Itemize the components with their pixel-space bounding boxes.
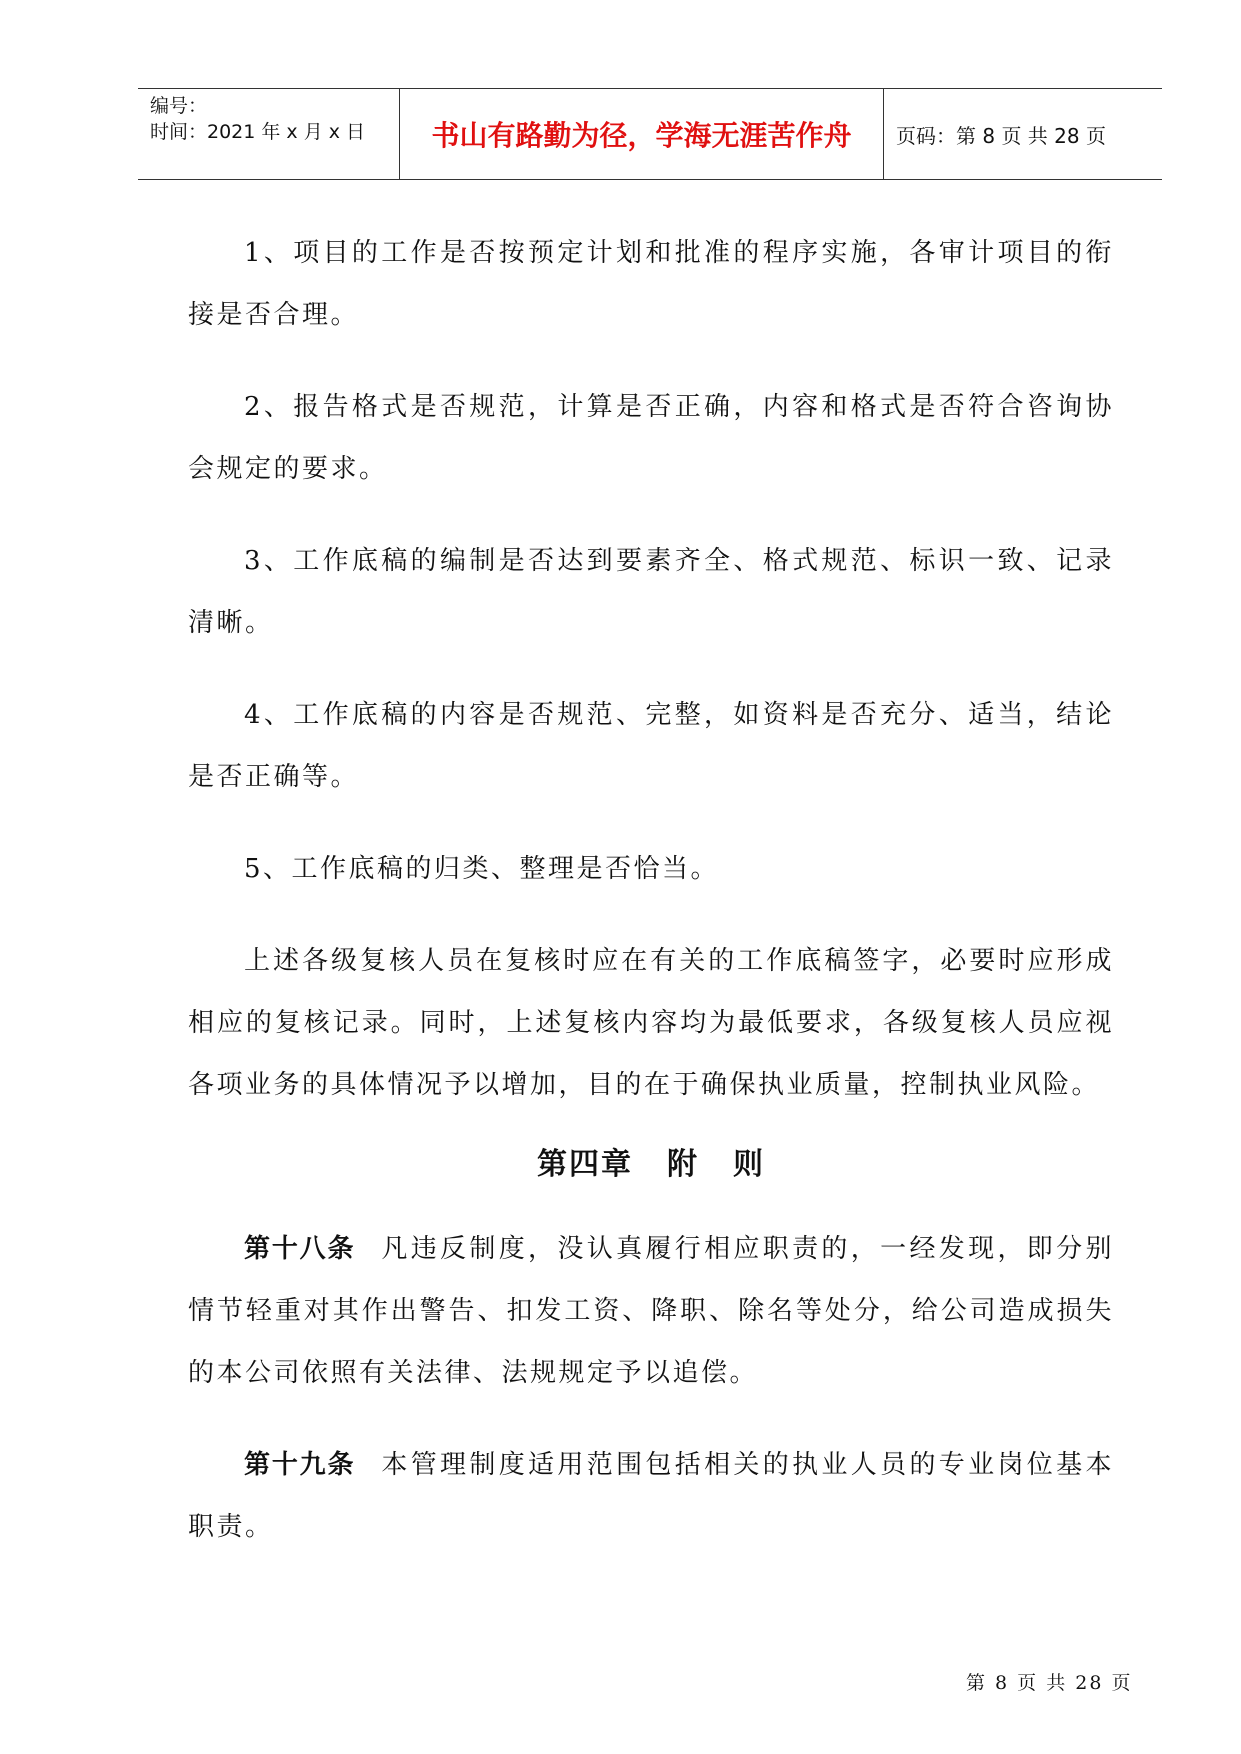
header-meta	[138, 89, 400, 179]
paragraph-review-item-1: 1、项目的工作是否按预定计划和批准的程序实施，各审计项目的衔接是否合理。	[188, 238, 1114, 330]
article-19-text: 本管理制度适用范围包括相关的执业人员的专业岗位基本职责。	[188, 1450, 1114, 1542]
paragraph-review-item-2: 2、报告格式是否规范，计算是否正确，内容和格式是否符合咨询协会规定的要求。	[188, 392, 1114, 484]
chapter-heading	[188, 1140, 1114, 1190]
article-18	[188, 1218, 1114, 1404]
document-body	[188, 222, 1114, 1588]
page-header	[138, 88, 1162, 180]
article-19	[188, 1434, 1114, 1558]
page-footer: 第 8 页 共 28 页	[966, 1672, 1133, 1694]
document-number-label: 编号：	[150, 95, 208, 117]
header-motto: 书山有路勤为径，学海无涯苦作舟	[400, 89, 884, 179]
chapter-number: 第四章	[537, 1147, 633, 1182]
paragraph-review-summary: 上述各级复核人员在复核时应在有关的工作底稿签字，必要时应形成相应的复核记录。同时，上述复核内容均为最低要求，各级复核人员应视各项业务的具体情况予以增加，目的在于确保执业质量，控制执业风险。	[188, 946, 1114, 1100]
article-18-label: 第十八条	[244, 1234, 356, 1264]
paragraph-review-item-5: 5、工作底稿的归类、整理是否恰当。	[244, 854, 720, 884]
document-time-label: 时间：2021 年 x 月 x 日	[150, 121, 366, 143]
paragraph-review-item-3: 3、工作底稿的编制是否达到要素齐全、格式规范、标识一致、记录清晰。	[188, 546, 1114, 638]
article-18-text: 凡违反制度，没认真履行相应职责的，一经发现，即分别情节轻重对其作出警告、扣发工资、降职、除名等处分，给公司造成损失的本公司依照有关法律、法规规定予以追偿。	[188, 1234, 1114, 1388]
chapter-title-char-2: 则	[733, 1147, 765, 1182]
header-page-number: 页码：第 8 页 共 28 页	[896, 123, 1106, 148]
chapter-title-char-1: 附	[667, 1147, 699, 1182]
article-19-label: 第十九条	[244, 1450, 356, 1480]
paragraph-review-item-4: 4、工作底稿的内容是否规范、完整，如资料是否充分、适当，结论是否正确等。	[188, 700, 1114, 792]
